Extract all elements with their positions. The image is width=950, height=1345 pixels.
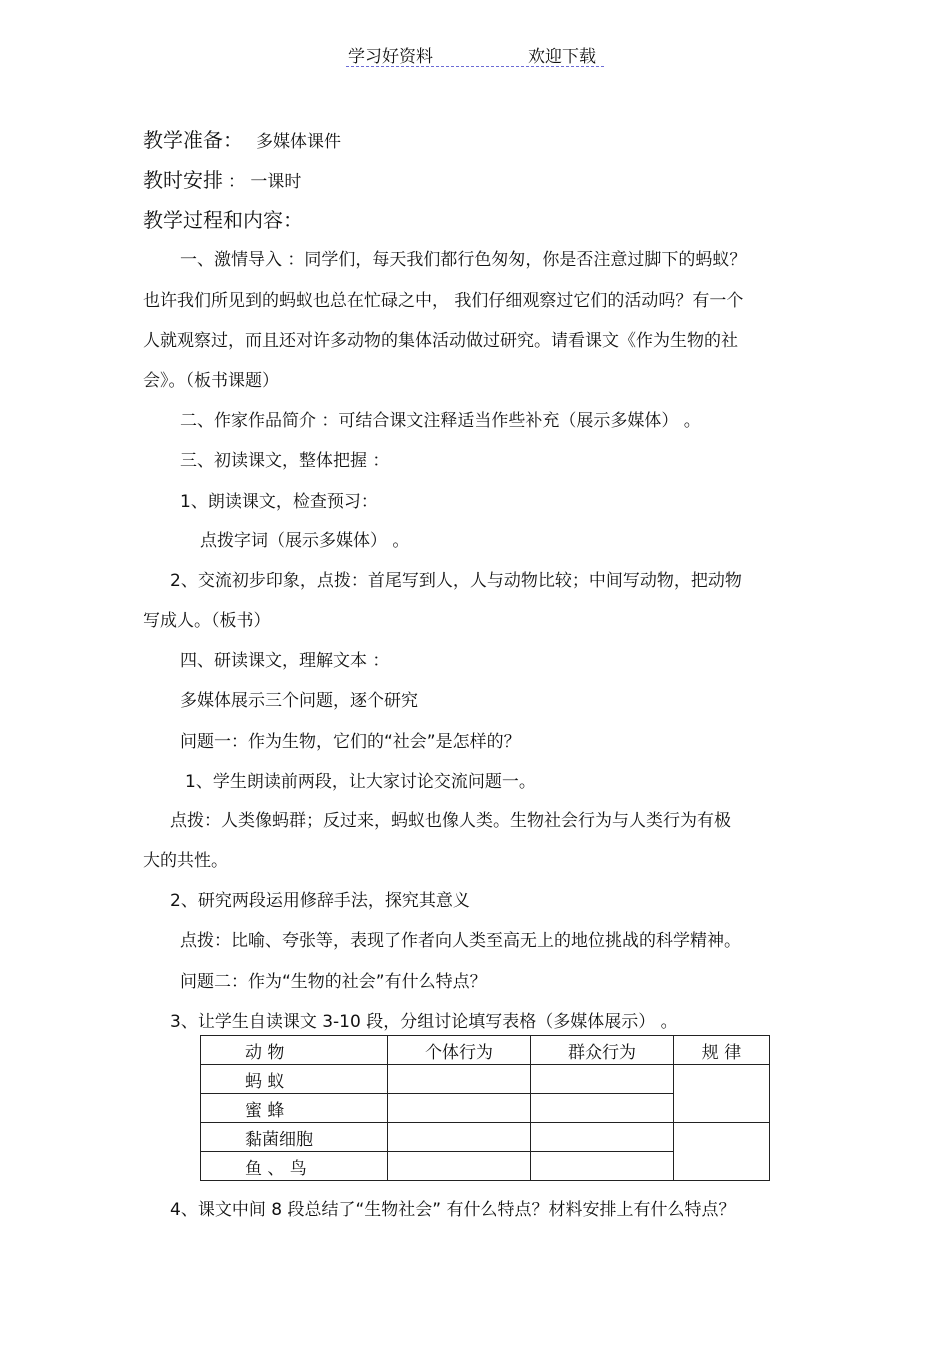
schedule-label: 教时安排 xyxy=(143,168,223,192)
table-empty-cell xyxy=(531,1123,674,1152)
paragraph-line: 1、学生朗读前两段，让大家讨论交流问题一。 xyxy=(185,772,536,792)
table-header-cell: 个体行为 xyxy=(388,1036,531,1065)
process-label: 教学过程和内容： xyxy=(143,208,303,232)
table-animal-cell: 鱼 、 鸟 xyxy=(201,1152,388,1181)
paragraph-line: 问题二：作为“生物的社会”有什么特点？ xyxy=(180,972,487,992)
paragraph-line: 4、课文中间 8 段总结了“生物社会” 有什么特点？材料安排上有什么特点？ xyxy=(170,1200,736,1220)
paragraph-line: 人就观察过，而且还对许多动物的集体活动做过研究。请看课文《作为生物的社 xyxy=(143,331,738,351)
paragraph-line: 一、激情导入 ：同学们，每天我们都行色匆匆，你是否注意过脚下的蚂蚁？ xyxy=(180,250,747,270)
paragraph-line: 会》。（板书课题） xyxy=(143,371,279,391)
header-right-text: 欢迎下载 xyxy=(528,47,596,67)
table-header-cell: 动 物 xyxy=(201,1036,388,1065)
paragraph-line: 1、朗读课文，检查预习： xyxy=(180,492,378,512)
paragraph-line: 点拨：比喻、夸张等，表现了作者向人类至高无上的地位挑战的科学精神。 xyxy=(180,931,741,951)
paragraph-line: 三、初读课文，整体把握 ： xyxy=(180,451,390,471)
behavior-table xyxy=(200,1035,770,1181)
table-header-cell: 规 律 xyxy=(674,1036,770,1065)
header-left-text: 学习好资料 xyxy=(348,47,433,67)
schedule-value: ： 一课时 xyxy=(228,172,302,192)
table-empty-cell xyxy=(388,1094,531,1123)
table-animal-cell: 蜜 蜂 xyxy=(201,1094,388,1123)
table-empty-cell xyxy=(674,1065,770,1123)
table-empty-cell xyxy=(388,1123,531,1152)
table-row xyxy=(201,1065,770,1094)
table-empty-cell xyxy=(674,1123,770,1181)
table-empty-cell xyxy=(531,1152,674,1181)
table-animal-cell: 蚂 蚁 xyxy=(201,1065,388,1094)
table-header-cell: 群众行为 xyxy=(531,1036,674,1065)
table-empty-cell xyxy=(388,1152,531,1181)
paragraph-line: 四、研读课文，理解文本 ： xyxy=(180,651,390,671)
paragraph-line: 也许我们所见到的蚂蚁也总在忙碌之中， 我们仔细观察过它们的活动吗？有一个 xyxy=(143,291,744,311)
paragraph-line: 二、作家作品简介 ：可结合课文注释适当作些补充（展示多媒体） 。 xyxy=(180,411,701,431)
table-header-row xyxy=(201,1036,770,1065)
paragraph-line: 问题一：作为生物，它们的“社会”是怎样的？ xyxy=(180,732,521,752)
prep-label: 教学准备： xyxy=(143,128,243,152)
table-empty-cell xyxy=(388,1065,531,1094)
page-header xyxy=(346,40,604,67)
table-animal-cell: 黏菌细胞 xyxy=(201,1123,388,1152)
paragraph-line: 写成人。（板书） xyxy=(143,611,271,631)
paragraph-line: 2、交流初步印象，点拨：首尾写到人，人与动物比较；中间写动物，把动物 xyxy=(170,571,742,591)
table-row xyxy=(201,1123,770,1152)
paragraph-line: 3、让学生自读课文 3-10 段，分组讨论填写表格（多媒体展示） 。 xyxy=(170,1012,678,1032)
paragraph-line: 点拨：人类像蚂群；反过来，蚂蚁也像人类。生物社会行为与人类行为有极 xyxy=(170,811,731,831)
table-empty-cell xyxy=(531,1094,674,1123)
table-empty-cell xyxy=(531,1065,674,1094)
paragraph-line: 大的共性。 xyxy=(143,851,228,871)
paragraph-line: 点拨字词（展示多媒体） 。 xyxy=(200,531,410,551)
paragraph-line: 多媒体展示三个问题，逐个研究 xyxy=(180,691,418,711)
paragraph-line: 2、研究两段运用修辞手法，探究其意义 xyxy=(170,891,470,911)
prep-value: 多媒体课件 xyxy=(256,132,341,152)
